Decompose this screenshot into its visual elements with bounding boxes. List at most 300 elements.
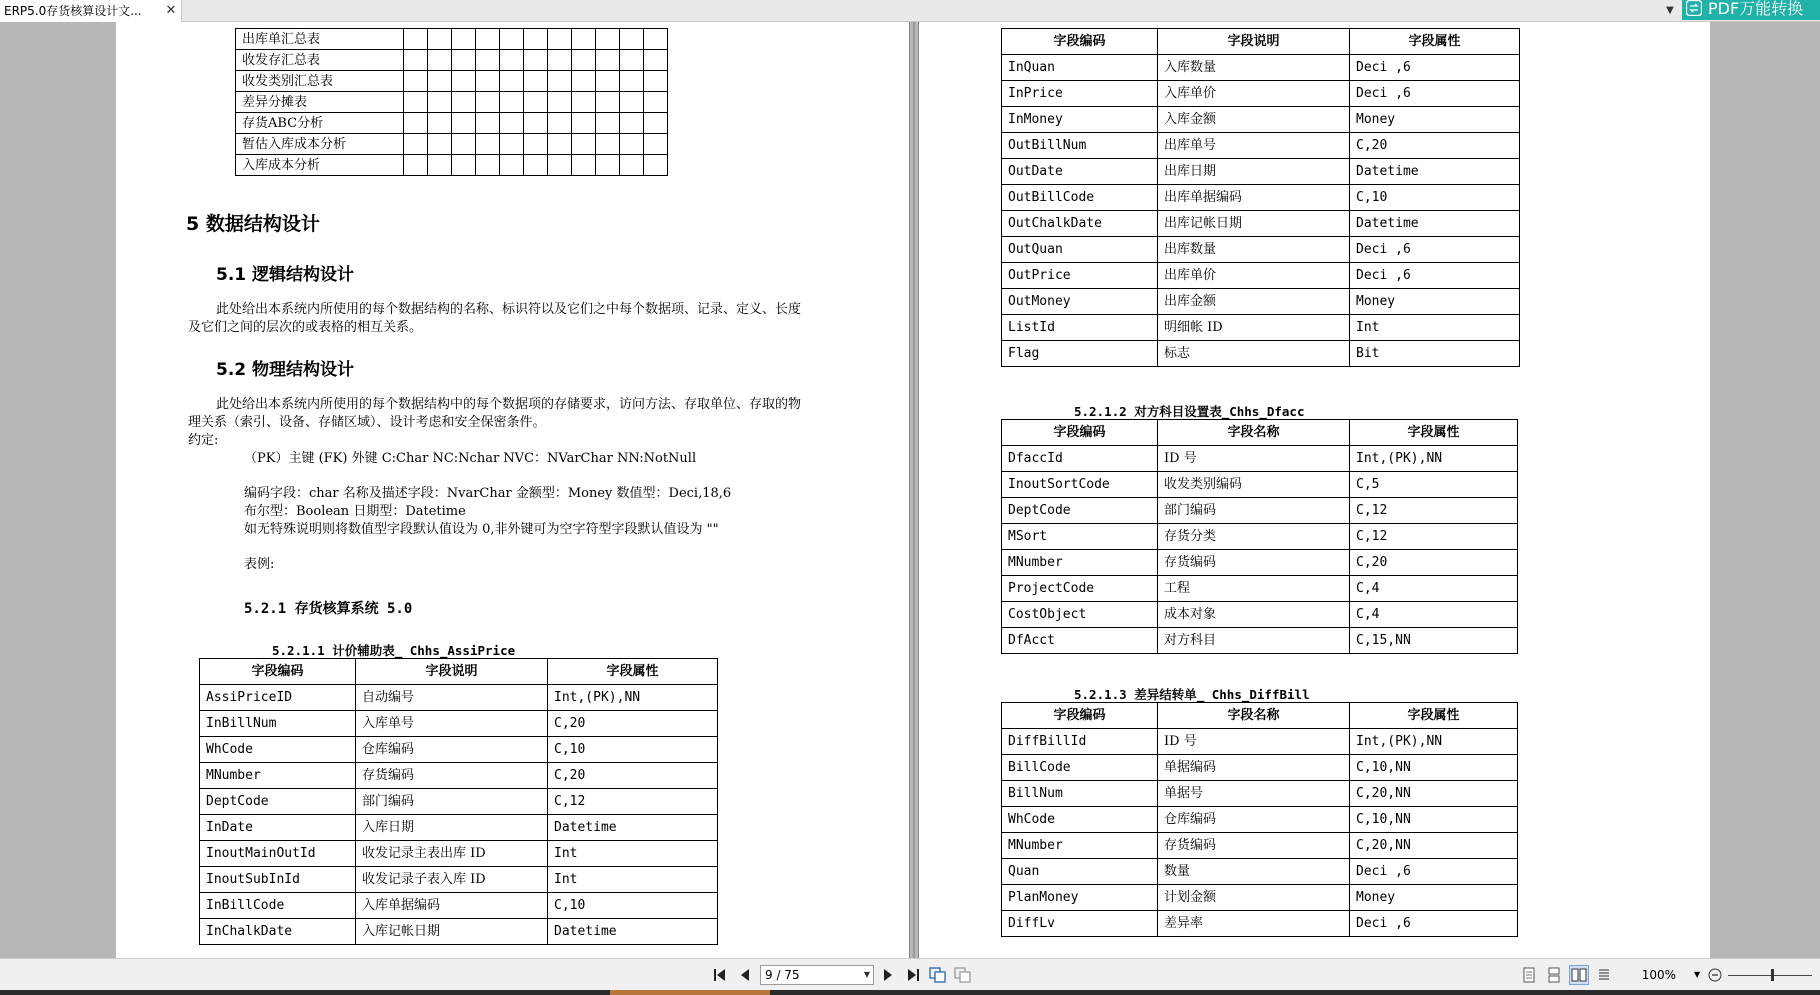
- summary-empty-cell: [452, 50, 476, 71]
- assiprice-cont-cell: Money: [1350, 289, 1520, 315]
- assiprice-cont-cell: OutBillNum: [1002, 133, 1158, 159]
- page-select-chevron-icon: ▼: [863, 970, 870, 979]
- diffbill-cell: 仓库编码: [1158, 807, 1350, 833]
- table-row: [1002, 263, 1520, 289]
- dfacc-cell: 存货编码: [1158, 550, 1350, 576]
- dfacc-cell: C,5: [1350, 472, 1518, 498]
- summary-empty-cell: [500, 113, 524, 134]
- table-row: [200, 711, 718, 737]
- assiprice-cont-cell: Money: [1350, 107, 1520, 133]
- diffbill-cell: 差异率: [1158, 911, 1350, 937]
- convert-icon: [1686, 0, 1702, 16]
- summary-empty-cell: [428, 29, 452, 50]
- diffbill-cell: 数量: [1158, 859, 1350, 885]
- summary-empty-cell: [524, 29, 548, 50]
- summary-empty-cell: [644, 50, 668, 71]
- summary-empty-cell: [452, 113, 476, 134]
- assiprice-cont-cell: 出库金额: [1158, 289, 1350, 315]
- assiprice-cont-cell: OutPrice: [1002, 263, 1158, 289]
- dfacc-cell: DfAcct: [1002, 628, 1158, 654]
- table-row: [200, 919, 718, 945]
- table-row: [200, 841, 718, 867]
- copy-icon[interactable]: [928, 965, 948, 985]
- summary-row-label: 收发类别汇总表: [236, 71, 404, 92]
- assiprice-header-cell: 字段属性: [548, 659, 718, 685]
- assiprice-cont-cell: ListId: [1002, 315, 1158, 341]
- convention-types-2: 布尔型：Boolean 日期型：Datetime: [244, 504, 466, 519]
- summary-empty-cell: [548, 155, 572, 176]
- summary-empty-cell: [620, 134, 644, 155]
- diffbill-header-cell: 字段编码: [1002, 703, 1158, 729]
- pdf-convert-label: PDF万能转换: [1708, 0, 1804, 18]
- summary-empty-cell: [428, 134, 452, 155]
- table-row: [200, 789, 718, 815]
- dfacc-cell: ProjectCode: [1002, 576, 1158, 602]
- assiprice-cell: C,10: [548, 893, 718, 919]
- section-5-2-1-heading: 5.2.1 存货核算系统 5.0: [244, 601, 413, 617]
- single-page-icon[interactable]: [1519, 965, 1539, 985]
- diffbill-cell: BillNum: [1002, 781, 1158, 807]
- summary-empty-cell: [524, 92, 548, 113]
- dfacc-cell: 存货分类: [1158, 524, 1350, 550]
- summary-empty-cell: [620, 71, 644, 92]
- table-row: [200, 867, 718, 893]
- taskbar-strip: [0, 990, 1820, 995]
- assiprice-cont-cell: 明细帐 ID: [1158, 315, 1350, 341]
- table-row: [1002, 859, 1518, 885]
- summary-empty-cell: [644, 113, 668, 134]
- assiprice-cell: 收发记录主表出库 ID: [356, 841, 548, 867]
- zoom-out-icon[interactable]: [1705, 965, 1725, 985]
- physical-paragraph-line-1: 此处给出本系统内所使用的每个数据结构中的每个数据项的存储要求，访问方法、存取单位、存取的物: [216, 397, 802, 412]
- summary-empty-cell: [524, 50, 548, 71]
- summary-empty-cell: [500, 92, 524, 113]
- summary-empty-cell: [428, 50, 452, 71]
- assiprice-cont-cell: OutChalkDate: [1002, 211, 1158, 237]
- assiprice-cont-cell: 入库金额: [1158, 107, 1350, 133]
- table-dfacc-title: 5.2.1.2 对方科目设置表_Chhs_Dfacc: [1074, 404, 1305, 419]
- table-row: [1002, 81, 1520, 107]
- assiprice-cell: AssiPriceID: [200, 685, 356, 711]
- summary-empty-cell: [620, 50, 644, 71]
- table-row: [1002, 833, 1518, 859]
- summary-row-label: 出库单汇总表: [236, 29, 404, 50]
- dfacc-cell: C,4: [1350, 602, 1518, 628]
- summary-empty-cell: [548, 29, 572, 50]
- assiprice-cont-cell: C,10: [1350, 185, 1520, 211]
- assiprice-cell: 入库单号: [356, 711, 548, 737]
- diffbill-cell: DiffBillId: [1002, 729, 1158, 755]
- summary-row-label: 差异分摊表: [236, 92, 404, 113]
- summary-empty-cell: [644, 134, 668, 155]
- diffbill-cell: 单据号: [1158, 781, 1350, 807]
- diffbill-cell: MNumber: [1002, 833, 1158, 859]
- table-row: [200, 685, 718, 711]
- summary-empty-cell: [404, 29, 428, 50]
- summary-empty-cell: [476, 92, 500, 113]
- summary-empty-cell: [452, 71, 476, 92]
- summary-empty-cell: [476, 29, 500, 50]
- close-tab-icon[interactable]: ✕: [165, 3, 177, 18]
- summary-empty-cell: [476, 50, 500, 71]
- summary-empty-cell: [476, 113, 500, 134]
- summary-empty-cell: [500, 155, 524, 176]
- table-row: [1002, 446, 1518, 472]
- tab-bar: [0, 0, 1820, 22]
- diffbill-cell: C,20,NN: [1350, 781, 1518, 807]
- example-label: 表例:: [244, 557, 275, 572]
- assiprice-cell: C,20: [548, 711, 718, 737]
- table-row: [1002, 807, 1518, 833]
- summary-empty-cell: [596, 155, 620, 176]
- diffbill-header-cell: 字段名称: [1158, 703, 1350, 729]
- summary-empty-cell: [428, 92, 452, 113]
- diffbill-cell: PlanMoney: [1002, 885, 1158, 911]
- table-row: [1002, 289, 1520, 315]
- summary-row-label: 暂估入库成本分析: [236, 134, 404, 155]
- assiprice-cont-cell: Datetime: [1350, 159, 1520, 185]
- assiprice-cont-cell: OutDate: [1002, 159, 1158, 185]
- assiprice-header-cell: 字段说明: [356, 659, 548, 685]
- summary-row-label: 入库成本分析: [236, 155, 404, 176]
- dfacc-cell: 对方科目: [1158, 628, 1350, 654]
- tab-menu-chevron-icon[interactable]: ▼: [1666, 5, 1674, 16]
- summary-empty-cell: [620, 92, 644, 113]
- assiprice-cont-cell: 出库单号: [1158, 133, 1350, 159]
- summary-empty-cell: [644, 71, 668, 92]
- document-tab[interactable]: [0, 0, 182, 22]
- table-row: [1002, 159, 1520, 185]
- summary-empty-cell: [548, 113, 572, 134]
- page-number-select[interactable]: [760, 965, 874, 985]
- summary-row: [236, 29, 668, 50]
- diffbill-cell: WhCode: [1002, 807, 1158, 833]
- diffbill-cell: Int,(PK),NN: [1350, 729, 1518, 755]
- summary-empty-cell: [620, 155, 644, 176]
- table-row: [200, 737, 718, 763]
- assiprice-cont-cell: InQuan: [1002, 55, 1158, 81]
- assiprice-cell: InChalkDate: [200, 919, 356, 945]
- table-row: [1002, 107, 1520, 133]
- assiprice-cont-cell: Deci ,6: [1350, 237, 1520, 263]
- assiprice-cell: 仓库编码: [356, 737, 548, 763]
- assiprice-cont-cell: 出库单据编码: [1158, 185, 1350, 211]
- summary-empty-cell: [596, 50, 620, 71]
- dfacc-cell: DfaccId: [1002, 446, 1158, 472]
- summary-empty-cell: [644, 155, 668, 176]
- assiprice-cell: C,10: [548, 737, 718, 763]
- prev-page-icon[interactable]: [735, 965, 755, 985]
- dfacc-cell: DeptCode: [1002, 498, 1158, 524]
- assiprice-cont-cell: Datetime: [1350, 211, 1520, 237]
- summary-empty-cell: [524, 113, 548, 134]
- convention-defaults: 如无特殊说明则将数值型字段默认值设为 0,非外键可为空字符型字段默认值设为 "": [244, 522, 719, 537]
- assiprice-table: [199, 658, 718, 945]
- summary-empty-cell: [548, 134, 572, 155]
- assiprice-cont-header-cell: 字段说明: [1158, 29, 1350, 55]
- summary-empty-cell: [452, 155, 476, 176]
- summary-empty-cell: [500, 71, 524, 92]
- summary-empty-cell: [596, 29, 620, 50]
- assiprice-cell: 收发记录子表入库 ID: [356, 867, 548, 893]
- table-row: [1002, 55, 1520, 81]
- dfacc-cell: C,4: [1350, 576, 1518, 602]
- dfacc-cell: 工程: [1158, 576, 1350, 602]
- assiprice-cont-cell: InMoney: [1002, 107, 1158, 133]
- assiprice-cell: MNumber: [200, 763, 356, 789]
- section-5-1-heading: 5.1 逻辑结构设计: [216, 265, 355, 285]
- convention-types-1: 编码字段：char 名称及描述字段：NvarChar 金额型：Money 数值型：Deci,18,6: [244, 486, 732, 501]
- assiprice-cell: InoutMainOutId: [200, 841, 356, 867]
- summary-empty-cell: [452, 92, 476, 113]
- dfacc-header-cell: 字段属性: [1350, 420, 1518, 446]
- continuous-icon[interactable]: [1544, 965, 1564, 985]
- assiprice-cell: DeptCode: [200, 789, 356, 815]
- dfacc-cell: C,12: [1350, 524, 1518, 550]
- zoom-dropdown-chevron-icon[interactable]: ▼: [1694, 970, 1701, 979]
- assiprice-cell: InBillCode: [200, 893, 356, 919]
- taskbar-active-segment: [610, 990, 770, 995]
- diffbill-cell: 计划金额: [1158, 885, 1350, 911]
- assiprice-cont-cell: 出库日期: [1158, 159, 1350, 185]
- table-row: [1002, 341, 1520, 367]
- dfacc-cell: Int,(PK),NN: [1350, 446, 1518, 472]
- pdf-page-left: [116, 22, 910, 958]
- summary-empty-cell: [572, 71, 596, 92]
- summary-empty-cell: [428, 113, 452, 134]
- summary-empty-cell: [404, 113, 428, 134]
- summary-empty-cell: [428, 155, 452, 176]
- summary-row: [236, 71, 668, 92]
- assiprice-cont-cell: C,20: [1350, 133, 1520, 159]
- summary-row-label: 存货ABC分析: [236, 113, 404, 134]
- summary-empty-cell: [620, 29, 644, 50]
- dfacc-cell: 成本对象: [1158, 602, 1350, 628]
- viewer-toolbar: [0, 958, 1820, 990]
- dfacc-cell: ID 号: [1158, 446, 1350, 472]
- zoom-slider-track[interactable]: [1728, 975, 1812, 976]
- assiprice-cont-cell: Deci ,6: [1350, 263, 1520, 289]
- dfacc-header-cell: 字段编码: [1002, 420, 1158, 446]
- page-indicator: 9 / 75: [765, 968, 800, 982]
- diffbill-cell: Money: [1350, 885, 1518, 911]
- assiprice-cell: Datetime: [548, 815, 718, 841]
- assiprice-cell: 入库日期: [356, 815, 548, 841]
- table-row: [1002, 576, 1518, 602]
- diffbill-cell: BillCode: [1002, 755, 1158, 781]
- summary-empty-cell: [548, 92, 572, 113]
- table-row: [1002, 729, 1518, 755]
- summary-empty-cell: [644, 92, 668, 113]
- section-5-heading: 5 数据结构设计: [186, 213, 320, 235]
- assiprice-cont-cell: Deci ,6: [1350, 55, 1520, 81]
- diffbill-cell: Quan: [1002, 859, 1158, 885]
- summary-empty-cell: [620, 113, 644, 134]
- summary-empty-cell: [524, 71, 548, 92]
- dfacc-cell: C,12: [1350, 498, 1518, 524]
- table-row: [1002, 885, 1518, 911]
- assiprice-cell: WhCode: [200, 737, 356, 763]
- assiprice-cell: 存货编码: [356, 763, 548, 789]
- assiprice-cont-cell: Deci ,6: [1350, 81, 1520, 107]
- zoom-level[interactable]: 100%: [1641, 968, 1676, 982]
- dfacc-header-cell: 字段名称: [1158, 420, 1350, 446]
- summary-empty-cell: [596, 134, 620, 155]
- summary-empty-cell: [476, 155, 500, 176]
- assiprice-cont-cell: 入库单价: [1158, 81, 1350, 107]
- summary-empty-cell: [572, 155, 596, 176]
- assiprice-cell: Datetime: [548, 919, 718, 945]
- table-row: [1002, 628, 1518, 654]
- assiprice-cont-cell: 出库数量: [1158, 237, 1350, 263]
- summary-empty-cell: [500, 50, 524, 71]
- assiprice-header-cell: 字段编码: [200, 659, 356, 685]
- page-gutter: [913, 22, 915, 958]
- summary-empty-cell: [404, 134, 428, 155]
- dfacc-cell: 收发类别编码: [1158, 472, 1350, 498]
- diffbill-cell: C,10,NN: [1350, 755, 1518, 781]
- summary-empty-cell: [404, 50, 428, 71]
- two-page-icon[interactable]: [1569, 965, 1589, 985]
- assiprice-cell: InoutSubInId: [200, 867, 356, 893]
- dfacc-cell: MSort: [1002, 524, 1158, 550]
- summary-empty-cell: [428, 71, 452, 92]
- table-row: [200, 893, 718, 919]
- assiprice-cell: Int: [548, 841, 718, 867]
- table-row: [1002, 755, 1518, 781]
- summary-row: [236, 155, 668, 176]
- table-row: [1002, 185, 1520, 211]
- diffbill-cell: 单据编码: [1158, 755, 1350, 781]
- summary-row: [236, 134, 668, 155]
- assiprice-cont-cell: OutBillCode: [1002, 185, 1158, 211]
- table-row: [1002, 237, 1520, 263]
- diffbill-cell: Deci ,6: [1350, 911, 1518, 937]
- assiprice-cont-cell: InPrice: [1002, 81, 1158, 107]
- summary-empty-cell: [596, 71, 620, 92]
- assiprice-cont-cell: Flag: [1002, 341, 1158, 367]
- assiprice-cont-cell: 标志: [1158, 341, 1350, 367]
- summary-empty-cell: [524, 155, 548, 176]
- diffbill-header-cell: 字段属性: [1350, 703, 1518, 729]
- dfacc-cell: C,15,NN: [1350, 628, 1518, 654]
- assiprice-cont-cell: Bit: [1350, 341, 1520, 367]
- reflow-icon[interactable]: [1594, 965, 1614, 985]
- dfacc-cell: CostObject: [1002, 602, 1158, 628]
- summary-row: [236, 113, 668, 134]
- dfacc-table: [1001, 419, 1518, 654]
- summary-row: [236, 92, 668, 113]
- dfacc-cell: MNumber: [1002, 550, 1158, 576]
- table-row: [1002, 602, 1518, 628]
- table-row: [200, 763, 718, 789]
- summary-empty-cell: [596, 113, 620, 134]
- summary-empty-cell: [572, 134, 596, 155]
- assiprice-cell: 入库记帐日期: [356, 919, 548, 945]
- summary-row: [236, 50, 668, 71]
- assiprice-continued-table: [1001, 28, 1520, 367]
- summary-empty-cell: [404, 71, 428, 92]
- assiprice-cont-cell: OutQuan: [1002, 237, 1158, 263]
- diffbill-cell: 存货编码: [1158, 833, 1350, 859]
- summary-empty-cell: [476, 71, 500, 92]
- table-diffbill-title: 5.2.1.3 差异结转单_ Chhs_DiffBill: [1074, 687, 1310, 702]
- assiprice-cont-cell: 出库单价: [1158, 263, 1350, 289]
- table-row: [1002, 524, 1518, 550]
- assiprice-cell: C,20: [548, 763, 718, 789]
- table-row: [1002, 781, 1518, 807]
- convention-label: 约定:: [188, 433, 219, 448]
- summary-empty-cell: [548, 71, 572, 92]
- summary-empty-cell: [500, 29, 524, 50]
- summary-grid-table: [235, 28, 668, 176]
- summary-empty-cell: [404, 155, 428, 176]
- diffbill-table: [1001, 702, 1518, 937]
- diffbill-cell: C,20,NN: [1350, 833, 1518, 859]
- summary-empty-cell: [572, 29, 596, 50]
- summary-empty-cell: [572, 50, 596, 71]
- summary-empty-cell: [548, 50, 572, 71]
- assiprice-cell: Int: [548, 867, 718, 893]
- assiprice-cont-cell: 出库记帐日期: [1158, 211, 1350, 237]
- diffbill-cell: Deci ,6: [1350, 859, 1518, 885]
- assiprice-cont-header-cell: 字段属性: [1350, 29, 1520, 55]
- pdf-convert-banner[interactable]: [1682, 0, 1820, 20]
- assiprice-cell: InBillNum: [200, 711, 356, 737]
- table-row: [1002, 550, 1518, 576]
- table-row: [1002, 472, 1518, 498]
- assiprice-cont-cell: Int: [1350, 315, 1520, 341]
- section-5-2-heading: 5.2 物理结构设计: [216, 360, 355, 380]
- table-row: [1002, 133, 1520, 159]
- assiprice-cont-cell: OutMoney: [1002, 289, 1158, 315]
- table-row: [1002, 498, 1518, 524]
- document-tab-title: ERP5.0存货核算设计文...: [4, 4, 142, 18]
- table-row: [200, 815, 718, 841]
- paste-icon[interactable]: [953, 965, 973, 985]
- table-row: [1002, 315, 1520, 341]
- table-row: [1002, 911, 1518, 937]
- summary-empty-cell: [476, 134, 500, 155]
- assiprice-cell: Int,(PK),NN: [548, 685, 718, 711]
- diffbill-cell: C,10,NN: [1350, 807, 1518, 833]
- first-page-icon[interactable]: [710, 965, 730, 985]
- last-page-icon[interactable]: [903, 965, 923, 985]
- assiprice-cell: 自动编号: [356, 685, 548, 711]
- summary-empty-cell: [572, 113, 596, 134]
- summary-empty-cell: [572, 92, 596, 113]
- summary-empty-cell: [644, 29, 668, 50]
- logical-paragraph-line-1: 此处给出本系统内所使用的每个数据结构的名称、标识符以及它们之中每个数据项、记录、定义、长度: [216, 302, 802, 317]
- dfacc-cell: 部门编码: [1158, 498, 1350, 524]
- summary-empty-cell: [404, 92, 428, 113]
- convention-keys: （PK）主键 (FK) 外键 C:Char NC:Nchar NVC：NVarChar NN:NotNull: [244, 451, 697, 466]
- next-page-icon[interactable]: [878, 965, 898, 985]
- logical-paragraph-line-2: 及它们之间的层次的或表格的相互关系。: [188, 320, 423, 335]
- summary-empty-cell: [500, 134, 524, 155]
- assiprice-cell: InDate: [200, 815, 356, 841]
- summary-empty-cell: [452, 29, 476, 50]
- summary-row-label: 收发存汇总表: [236, 50, 404, 71]
- diffbill-cell: DiffLv: [1002, 911, 1158, 937]
- table-assiprice-title: 5.2.1.1 计价辅助表_ Chhs_AssiPrice: [272, 643, 516, 658]
- assiprice-cont-header-cell: 字段编码: [1002, 29, 1158, 55]
- zoom-slider-thumb[interactable]: [1771, 969, 1774, 981]
- assiprice-cell: C,12: [548, 789, 718, 815]
- assiprice-cell: 入库单据编码: [356, 893, 548, 919]
- summary-empty-cell: [596, 92, 620, 113]
- physical-paragraph-line-2: 理关系（索引、设备、存储区域）、设计考虑和安全保密条件。: [188, 415, 546, 430]
